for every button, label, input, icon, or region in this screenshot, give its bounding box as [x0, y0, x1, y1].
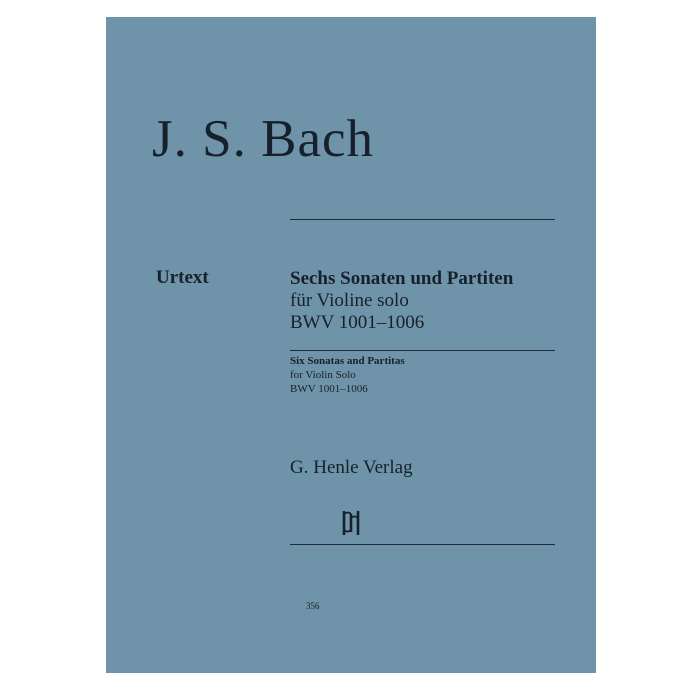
- divider-top: [290, 219, 555, 220]
- edition-number: 356: [306, 601, 320, 611]
- divider-middle: [290, 350, 555, 351]
- urtext-label: Urtext: [156, 267, 209, 288]
- publisher-name: G. Henle Verlag: [290, 457, 413, 478]
- henle-logo-icon: [340, 508, 364, 538]
- german-subtitle: für Violine solo: [290, 290, 409, 311]
- composer-name: J. S. Bach: [152, 110, 374, 168]
- score-cover: [106, 17, 596, 673]
- english-subtitle: for Violin Solo: [290, 369, 356, 381]
- english-catalog: BWV 1001–1006: [290, 383, 368, 395]
- divider-bottom: [290, 544, 555, 545]
- german-title: Sechs Sonaten und Partiten: [290, 268, 514, 289]
- english-title: Six Sonatas and Partitas: [290, 355, 405, 367]
- english-title-block: [290, 354, 405, 396]
- german-title-block: [290, 268, 513, 334]
- german-catalog: BWV 1001–1006: [290, 312, 425, 333]
